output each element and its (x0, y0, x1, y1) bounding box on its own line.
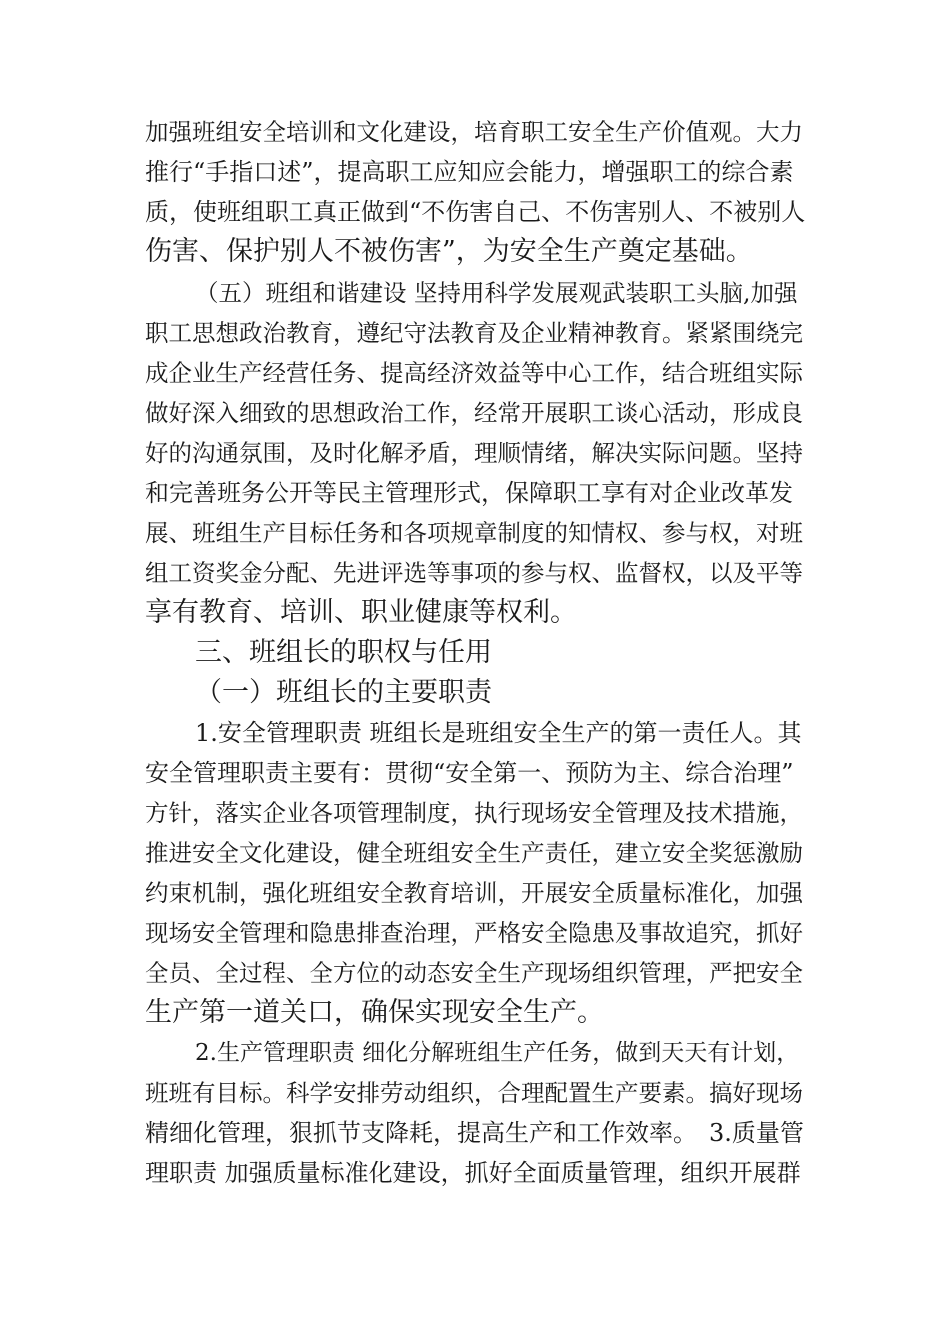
text-line: 2.生产管理职责 细化分解班组生产任务，做到天天有计划， (195, 1040, 800, 1066)
text-line: 和完善班务公开等民主管理形式，保障职工享有对企业改革发 (145, 479, 793, 507)
text-line: 全员、全过程、全方位的动态安全生产现场组织管理，严把安全 (145, 959, 803, 987)
text-line: 理职责 加强质量标准化建设，抓好全面质量管理，组织开展群 (145, 1159, 801, 1187)
text-line: 成企业生产经营任务、提高经济效益等中心工作，结合班组实际 (145, 359, 803, 387)
text-line: 约束机制，强化班组安全教育培训，开展安全质量标准化，加强 (145, 879, 803, 907)
text-line: 质，使班组职工真正做到“不伤害自己、不伤害别人、不被别人 (145, 198, 806, 226)
text-line: 方针，落实企业各项管理制度，执行现场安全管理及技术措施， (145, 799, 803, 827)
text-line: 安全管理职责主要有：贯彻“安全第一、预防为主、综合治理” (145, 759, 794, 787)
text-line: 展、班组生产目标任务和各项规章制度的知情权、参与权，对班 (145, 519, 803, 547)
text-line: 推进安全文化建设，健全班组安全生产责任，建立安全奖惩激励 (145, 839, 803, 867)
subsection-heading: （一）班组长的主要职责 (195, 677, 492, 708)
text-line: 加强班组安全培训和文化建设，培育职工安全生产价值观。大力 (145, 118, 803, 146)
text-line: 班班有目标。科学安排劳动组织，合理配置生产要素。搞好现场 (145, 1079, 803, 1107)
section-heading: 三、班组长的职权与任用 (195, 637, 492, 668)
text-line: 生产第一道关口，确保实现安全生产。 (145, 997, 604, 1028)
text-line: 好的沟通氛围，及时化解矛盾，理顺情绪，解决实际问题。坚持 (145, 439, 803, 467)
text-line: 享有教育、培训、职业健康等权利。 (145, 597, 577, 628)
text-line: 职工思想政治教育，遵纪守法教育及企业精神教育。紧紧围绕完 (145, 319, 803, 347)
text-line: 1.安全管理职责 班组长是班组安全生产的第一责任人。其 (195, 719, 802, 747)
text-line: 做好深入细致的思想政治工作，经常开展职工谈心活动，形成良 (145, 399, 803, 427)
text-line: 伤害、保护别人不被伤害”，为安全生产奠定基础。 (145, 236, 753, 267)
text-line: 精细化管理，狠抓节支降耗，提高生产和工作效率。 3.质量管 (145, 1119, 804, 1147)
text-line: 现场安全管理和隐患排查治理，严格安全隐患及事故追究，抓好 (145, 919, 803, 947)
text-line: （五）班组和谐建设 坚持用科学发展观武装职工头脑,加强 (195, 279, 798, 307)
text-line: 组工资奖金分配、先进评选等事项的参与权、监督权，以及平等 (145, 559, 803, 587)
text-line: 推行“手指口述”，提高职工应知应会能力，增强职工的综合素 (145, 158, 794, 186)
